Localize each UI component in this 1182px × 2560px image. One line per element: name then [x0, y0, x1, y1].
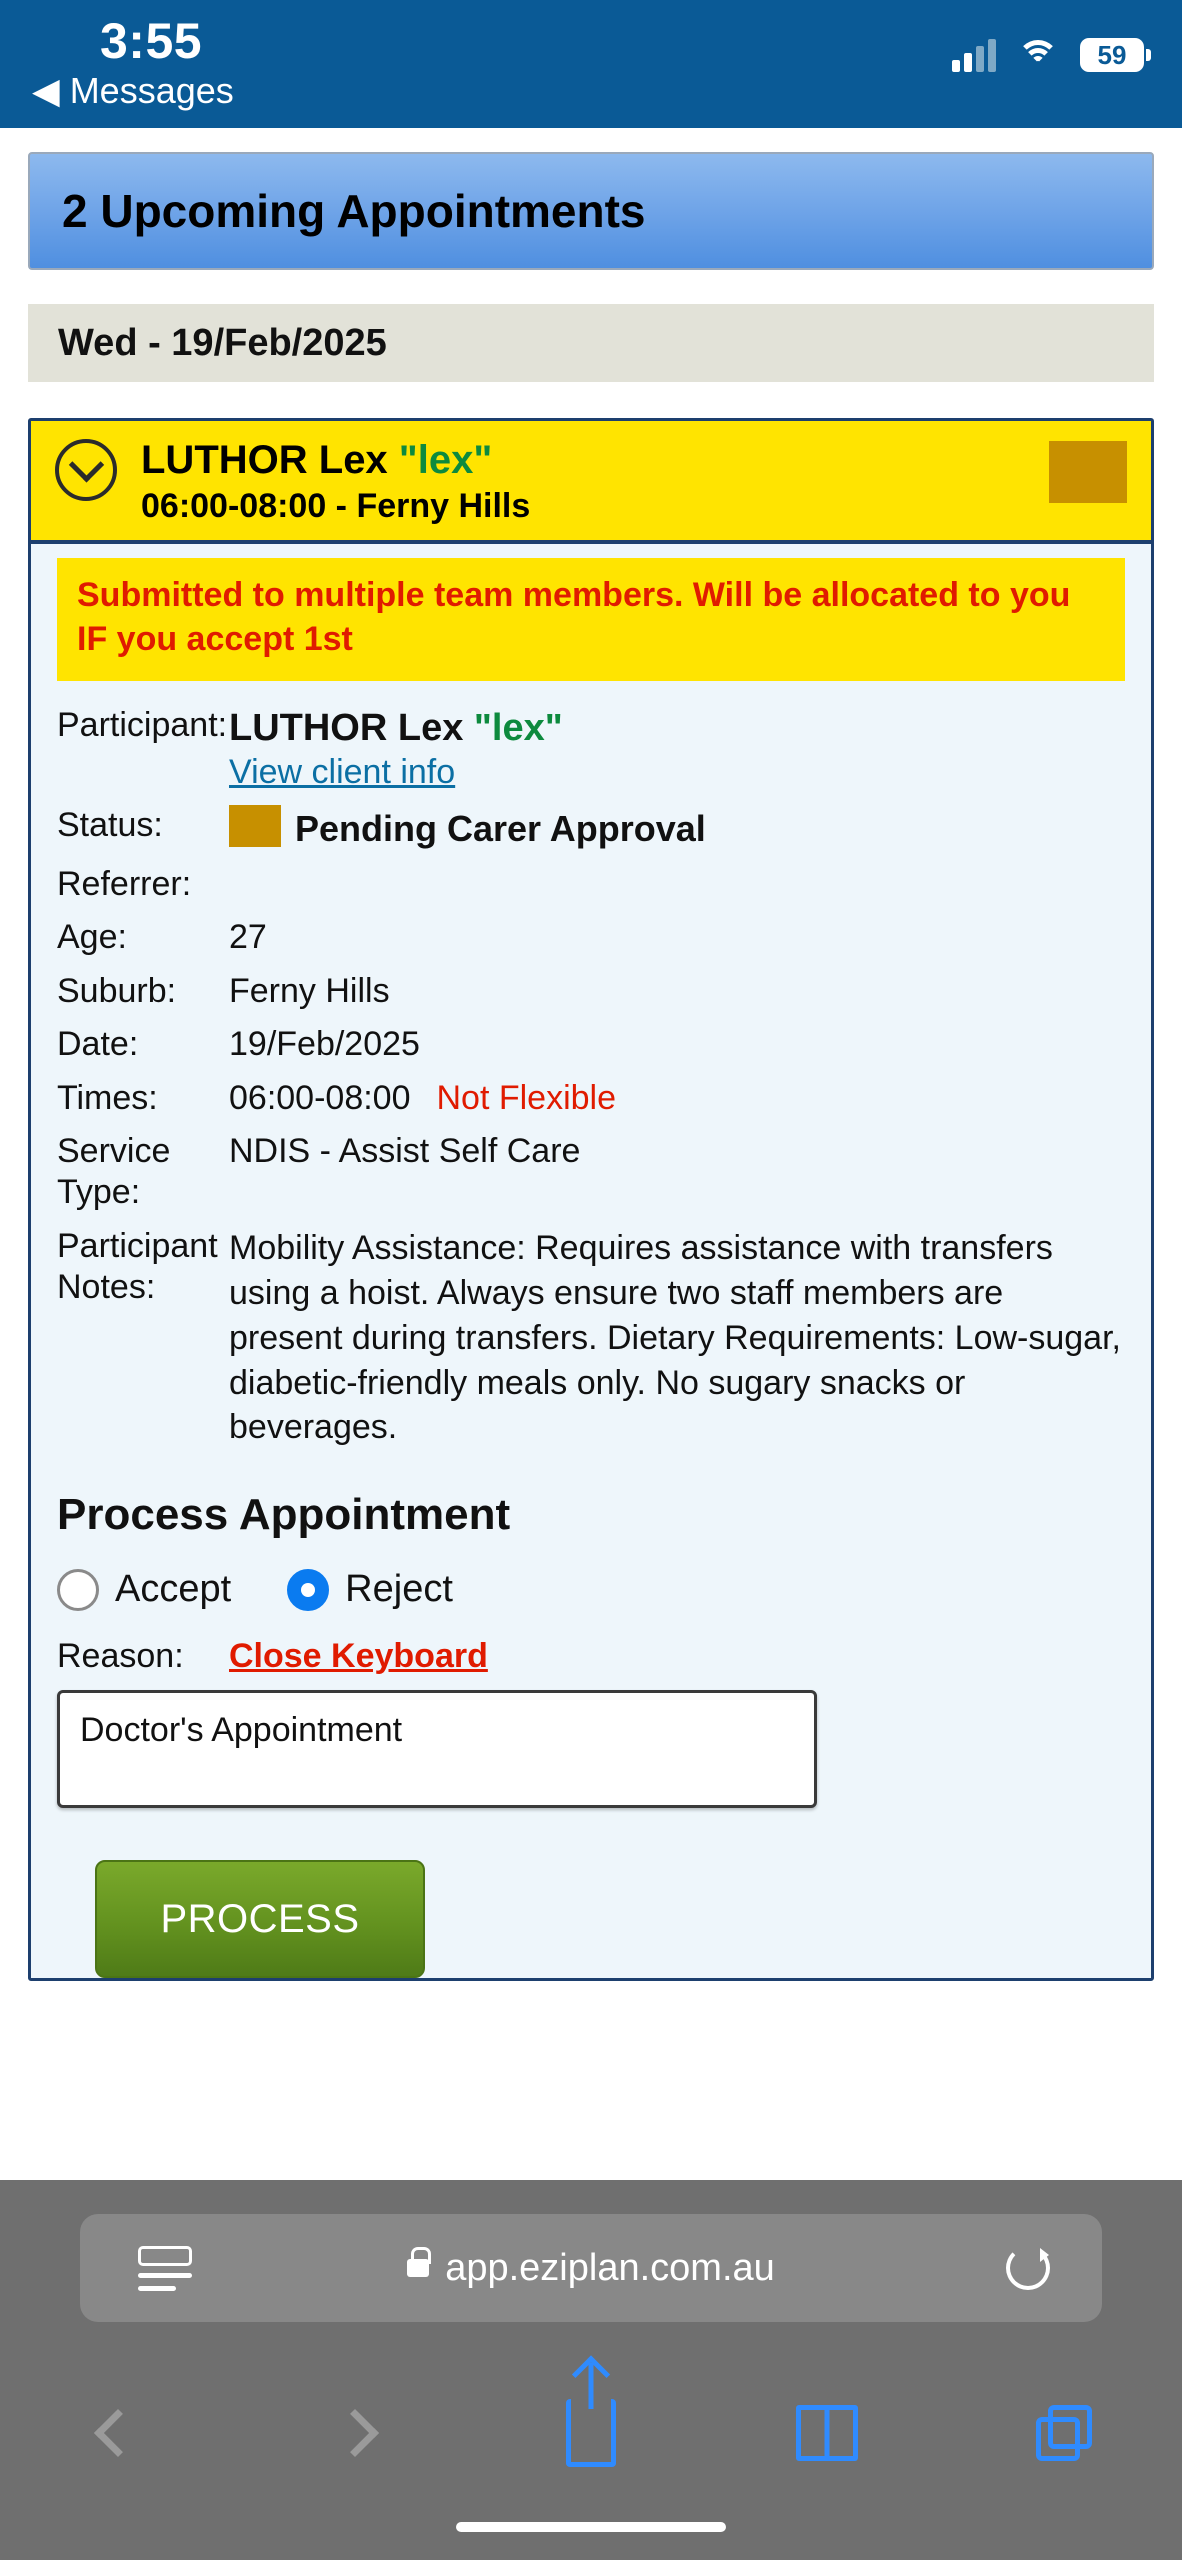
- view-client-info-link[interactable]: View client info: [229, 752, 456, 791]
- age-label: Age:: [57, 918, 127, 957]
- appointment-time-suburb: 06:00-08:00 - Ferny Hills: [141, 487, 531, 526]
- reason-row: [31, 1611, 1151, 1676]
- signal-bars-icon: [952, 38, 996, 72]
- times-label: Times:: [57, 1078, 158, 1117]
- status-color-swatch: [229, 805, 281, 847]
- participant-value: [229, 705, 563, 793]
- detail-row-times: [31, 1078, 1151, 1119]
- radio-reject-dot[interactable]: [287, 1569, 329, 1611]
- process-decision-radios: [31, 1540, 1151, 1611]
- detail-row-referrer: [31, 864, 1151, 905]
- battery-level: 59: [1097, 39, 1127, 70]
- forward-button[interactable]: [236, 2358, 472, 2508]
- suburb-label: Suburb:: [57, 971, 177, 1010]
- date-header-label: Wed - 19/Feb/2025: [58, 321, 387, 364]
- page-title: 2 Upcoming Appointments: [62, 185, 646, 237]
- reload-icon[interactable]: [1006, 2246, 1050, 2290]
- participant-nickname: "lex": [473, 707, 563, 750]
- client-nickname-text: "lex": [398, 438, 493, 482]
- suburb-value: Ferny Hills: [229, 971, 390, 1010]
- participant-label: Participant:: [57, 706, 228, 745]
- close-keyboard-link[interactable]: Close Keyboard: [229, 1637, 488, 1676]
- upcoming-appointments-banner: [28, 152, 1154, 270]
- participant-notes-value: Mobility Assistance: Requires assistance with transfers using a hoist. Always ensure two staff members are present during transfers. Dietary Requirements: Low-sugar, diabetic-friendly meals only. No sugary snacks or beverages.: [229, 1228, 1121, 1447]
- detail-row-notes: [31, 1226, 1151, 1450]
- browser-chrome: [0, 2180, 1182, 2560]
- radio-accept-dot[interactable]: [57, 1569, 99, 1611]
- allocation-alert: [57, 558, 1125, 681]
- appointment-card: [28, 418, 1154, 1981]
- detail-row-status: [31, 805, 1151, 851]
- tabs-button[interactable]: [946, 2358, 1182, 2508]
- appointment-details: [31, 681, 1151, 1468]
- battery-icon: [1080, 38, 1144, 72]
- radio-reject-label: Reject: [345, 1568, 453, 1611]
- status-label: Status:: [57, 806, 163, 845]
- status-value-wrap: [229, 805, 706, 851]
- status-indicators: [952, 38, 1144, 72]
- participant-notes-label: Participant Notes:: [57, 1226, 218, 1307]
- reader-view-icon[interactable]: [138, 2246, 192, 2290]
- page-content: [0, 128, 1182, 2180]
- process-appointment-heading: Process Appointment: [57, 1490, 511, 1540]
- date-label: Date:: [57, 1025, 139, 1064]
- radio-reject[interactable]: [287, 1568, 453, 1611]
- status-value: Pending Carer Approval: [295, 808, 706, 850]
- radio-accept[interactable]: [57, 1568, 231, 1611]
- share-icon: [566, 2399, 616, 2467]
- url-wrap: [407, 2247, 775, 2290]
- detail-row-suburb: [31, 971, 1151, 1012]
- date-header: [28, 304, 1154, 382]
- wifi-icon: [1016, 38, 1060, 72]
- lock-icon: [407, 2259, 429, 2277]
- times-value: 06:00-08:00: [229, 1078, 411, 1117]
- chevron-down-circle-icon[interactable]: [55, 439, 117, 501]
- bookmarks-button[interactable]: [709, 2358, 945, 2508]
- service-type-value: NDIS - Assist Self Care: [229, 1131, 581, 1170]
- address-bar[interactable]: [80, 2214, 1102, 2322]
- detail-row-age: [31, 917, 1151, 958]
- service-type-label: Service Type:: [57, 1131, 171, 1212]
- browser-toolbar: [0, 2358, 1182, 2508]
- process-button[interactable]: PROCESS: [95, 1860, 425, 1978]
- status-bar: [0, 0, 1182, 128]
- status-time: 3:55: [100, 13, 203, 69]
- appointment-card-header[interactable]: [31, 421, 1151, 544]
- share-button[interactable]: [473, 2358, 709, 2508]
- flexibility-value: Not Flexible: [436, 1078, 617, 1117]
- appointment-client-name: [141, 437, 530, 484]
- tabs-icon: [1036, 2405, 1092, 2461]
- age-value: 27: [229, 918, 267, 957]
- detail-row-participant: [31, 705, 1151, 793]
- bookmarks-icon: [796, 2405, 858, 2461]
- forward-arrow-icon: [331, 2409, 379, 2457]
- back-to-messages-link[interactable]: ◀ Messages: [32, 70, 234, 111]
- url-text: app.eziplan.com.au: [445, 2246, 775, 2289]
- detail-row-date: [31, 1024, 1151, 1065]
- appointment-header-text: [141, 435, 530, 526]
- client-name-text: LUTHOR Lex: [141, 438, 399, 482]
- reason-label: Reason:: [57, 1637, 184, 1676]
- allocation-alert-text: Submitted to multiple team members. Will be allocated to you IF you accept 1st: [77, 576, 1071, 658]
- detail-row-service-type: [31, 1131, 1151, 1214]
- radio-accept-label: Accept: [115, 1568, 232, 1611]
- home-indicator[interactable]: [456, 2522, 726, 2532]
- status-badge: [1049, 441, 1127, 503]
- times-value-wrap: [229, 1078, 616, 1119]
- referrer-label: Referrer:: [57, 864, 192, 903]
- participant-name: LUTHOR Lex: [229, 707, 474, 750]
- date-value: 19/Feb/2025: [229, 1025, 420, 1064]
- reason-input[interactable]: Doctor's Appointment: [57, 1690, 817, 1808]
- back-arrow-icon: [94, 2409, 142, 2457]
- back-button[interactable]: [0, 2358, 236, 2508]
